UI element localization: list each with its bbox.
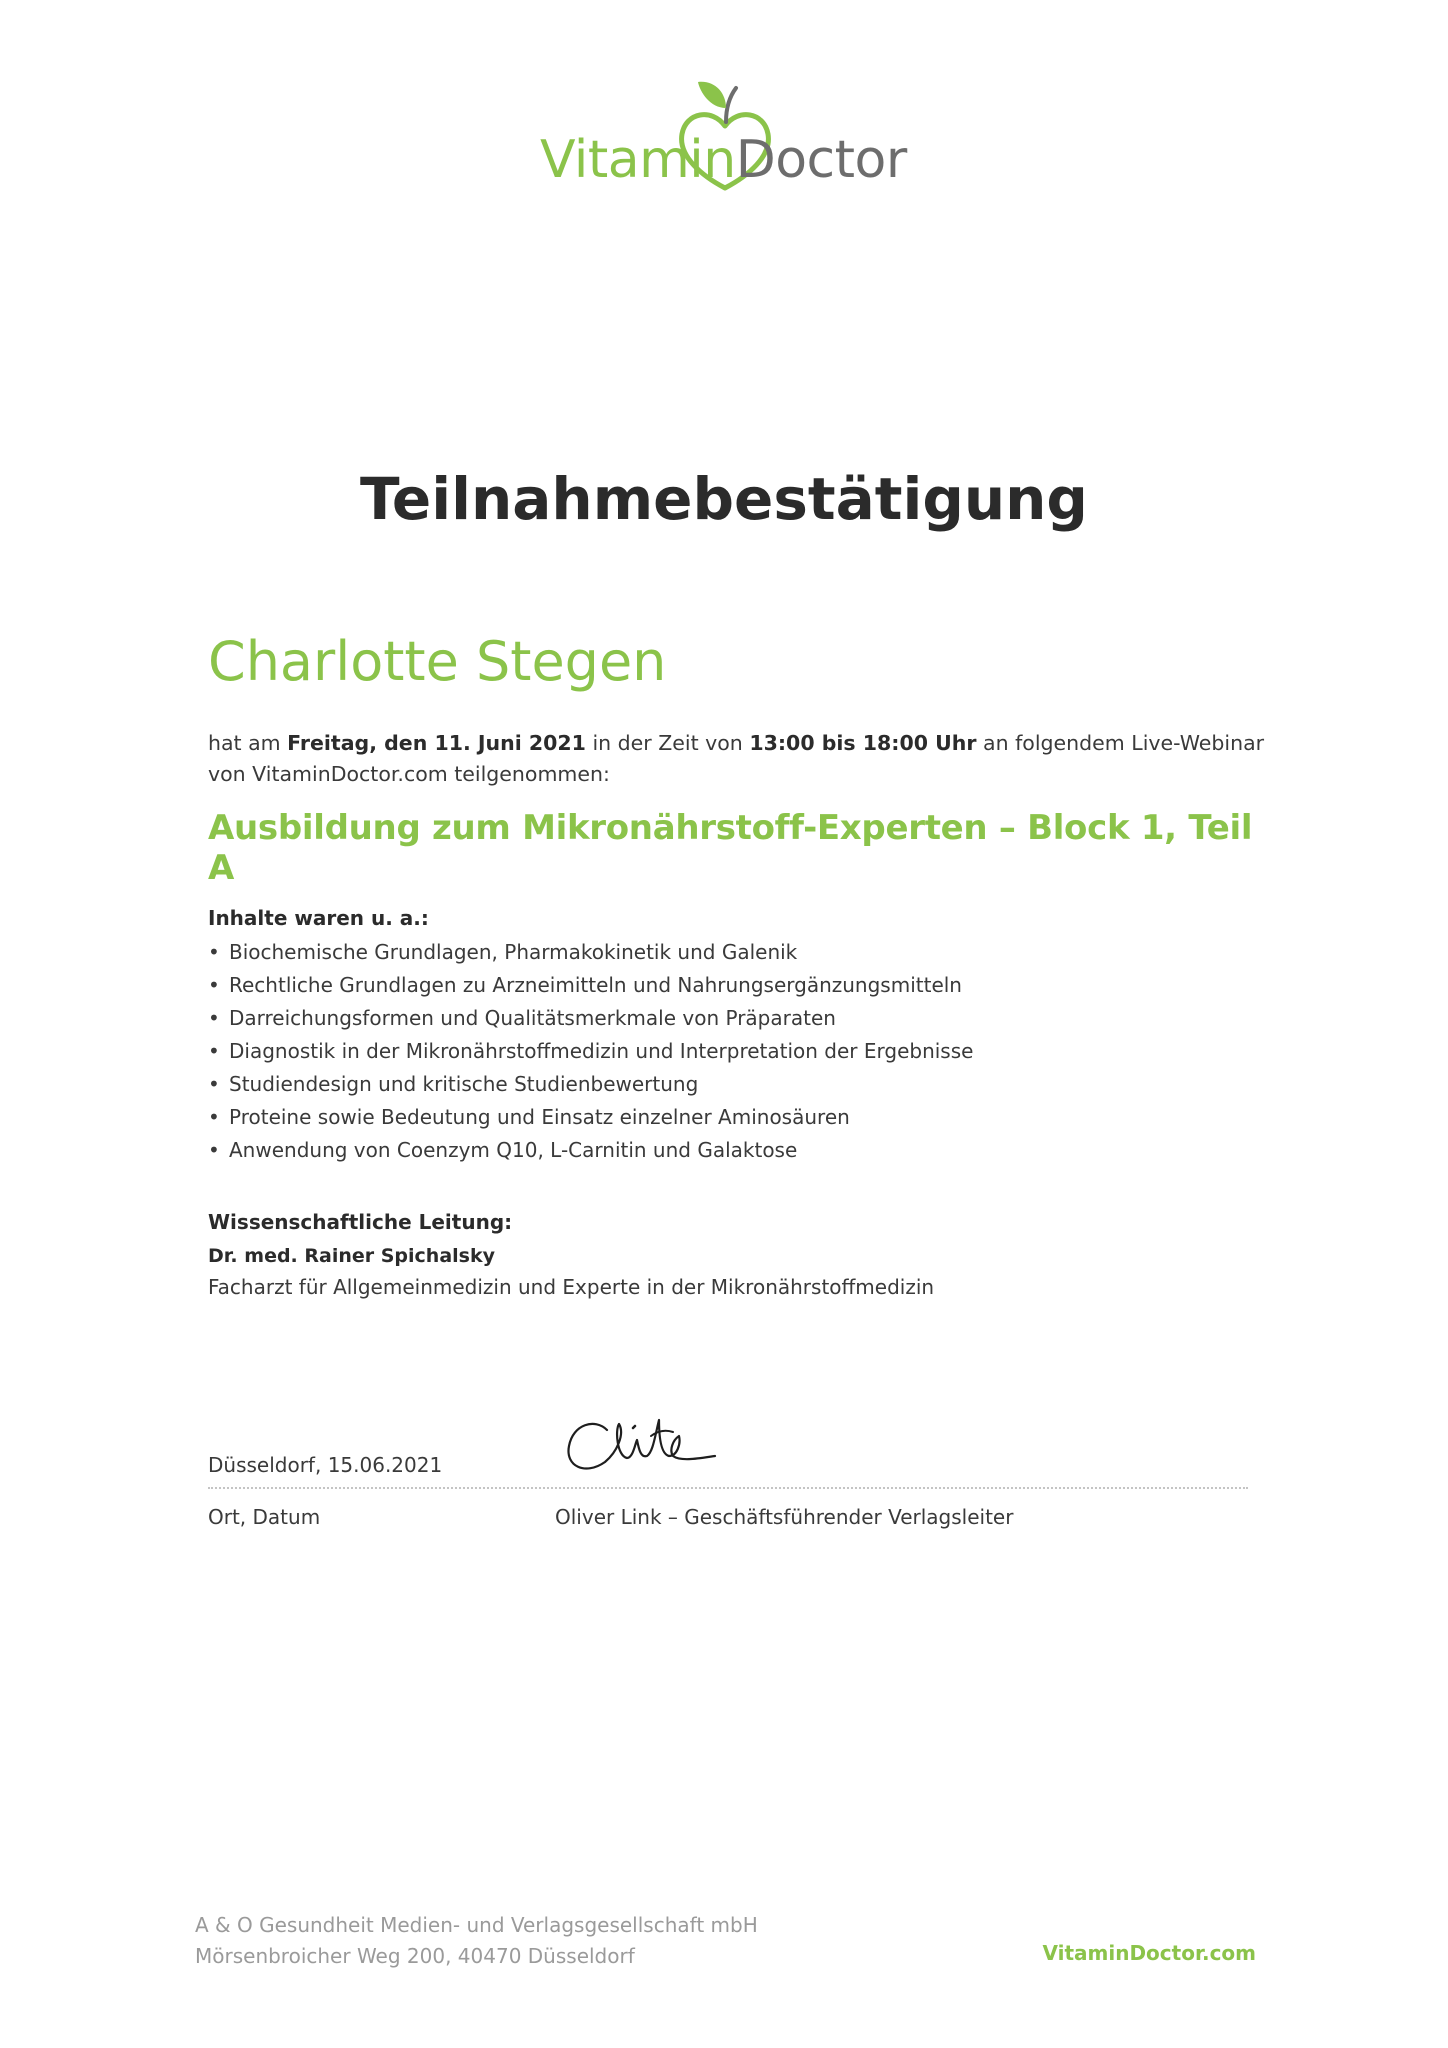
topic-text: Biochemische Grundlagen, Pharmakokinetik und Galenik [229,940,798,964]
signature-divider [208,1487,1248,1489]
list-item [208,1002,1268,1035]
bullet: • [208,1072,220,1096]
list-item [208,1068,1268,1101]
list-item [208,1035,1268,1068]
footer-company-block [195,1910,758,1972]
course-title: Ausbildung zum Mikronährstoff-Experten – Block 1, Teil A [208,808,1253,888]
logo-text-vitamin: Vitamin [540,130,736,190]
handwritten-signature [555,1400,725,1490]
vitamindoctor-logo [530,78,930,228]
list-item [208,969,1268,1002]
list-item [208,936,1268,969]
topics-heading: Inhalte waren u. a.: [208,906,429,930]
certificate-title: Teilnahmebestätigung [360,465,1088,533]
bullet: • [208,1039,220,1063]
topic-text: Diagnostik in der Mikronährstoffmedizin und Interpretation der Ergebnisse [229,1039,974,1063]
place-date: Düsseldorf, 15.06.2021 [208,1453,443,1477]
event-time: 13:00 bis 18:00 Uhr [749,731,977,755]
bullet: • [208,940,220,964]
list-item [208,1134,1268,1167]
topic-text: Proteine sowie Bedeutung und Einsatz einzelner Aminosäuren [229,1105,850,1129]
footer-website: VitaminDoctor.com [1042,1941,1256,1965]
leadership-heading: Wissenschaftliche Leitung: [208,1210,513,1234]
logo-text-doctor: Doctor [735,130,907,190]
intro-text-part: hat am [208,731,288,755]
intro-text-part: in der Zeit von [585,731,750,755]
topic-text: Anwendung von Coenzym Q10, L-Carnitin und Galaktose [229,1138,798,1162]
place-date-caption: Ort, Datum [208,1505,321,1529]
footer-address: Mörsenbroicher Weg 200, 40470 Düsseldorf [195,1944,635,1968]
leadership-description: Facharzt für Allgemeinmedizin und Experte in der Mikronährstoffmedizin [208,1275,935,1299]
bullet: • [208,1138,220,1162]
logo-wordmark [540,130,907,190]
intro-text [208,728,1268,790]
topics-list [208,936,1268,1167]
topic-text: Rechtliche Grundlagen zu Arzneimitteln und Nahrungsergänzungsmitteln [229,973,962,997]
topic-text: Darreichungsformen und Qualitätsmerkmale von Präparaten [229,1006,836,1030]
bullet: • [208,1006,220,1030]
event-date: Freitag, den 11. Juni 2021 [287,731,586,755]
leadership-name: Dr. med. Rainer Spichalsky [208,1245,495,1267]
intro-text-part: an folgendem Live-Webinar von VitaminDoctor.com teilgenommen: [208,731,1265,786]
bullet: • [208,973,220,997]
bullet: • [208,1105,220,1129]
participant-name: Charlotte Stegen [208,630,667,693]
topic-text: Studiendesign und kritische Studienbewertung [229,1072,699,1096]
footer-company-name: A & O Gesundheit Medien- und Verlagsgesellschaft mbH [195,1913,758,1937]
signatory-caption: Oliver Link – Geschäftsführender Verlagsleiter [555,1505,1014,1529]
list-item [208,1101,1268,1134]
